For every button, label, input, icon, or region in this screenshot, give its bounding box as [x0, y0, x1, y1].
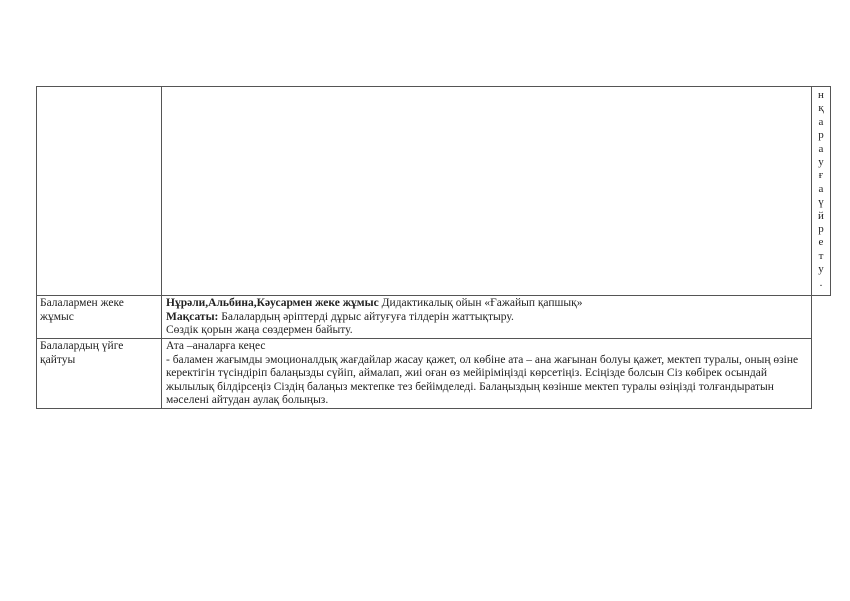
individual-work-line-1 — [166, 297, 808, 311]
table-right-border — [830, 86, 831, 296]
goal-label: Мақсаты: — [166, 310, 219, 323]
vertical-char: у — [818, 263, 824, 276]
vertical-char: қ — [818, 102, 824, 115]
vertical-char: р — [818, 129, 824, 142]
vertical-char: . — [819, 276, 823, 289]
table-bottom-border — [36, 408, 812, 409]
row-divider-2 — [36, 338, 812, 339]
going-home-content — [166, 340, 808, 408]
going-home-label: Балалардың үйге қайтуы — [40, 340, 124, 366]
vertical-char: н — [818, 89, 824, 101]
column-divider — [161, 86, 162, 409]
vertical-char: е — [818, 236, 824, 249]
vertical-char: т — [818, 249, 824, 262]
goal-text: Балалардың әріптерді дұрыс айтуғуға тілдерін жаттықтыру. — [218, 310, 514, 323]
didactic-game: Дидактикалық ойын «Ғажайып қапшық» — [378, 297, 583, 309]
table-top-border — [36, 86, 831, 87]
vertical-char: й — [818, 209, 824, 222]
vertical-char: а — [818, 182, 824, 195]
parents-advice-title: Ата –аналарға кеңес — [166, 340, 266, 352]
vertical-char: а — [818, 142, 824, 155]
vertical-char: у — [818, 156, 824, 169]
row-divider-1 — [36, 295, 831, 296]
individual-work-label: Балалармен жеке жұмыс — [40, 297, 124, 323]
child-names: Нұрәли,Альбина,Кәусармен жеке жұмыс — [166, 297, 379, 309]
vertical-text-column — [812, 89, 830, 290]
vertical-char: ғ — [818, 169, 824, 182]
table-left-border — [36, 86, 37, 409]
vertical-char: а — [818, 115, 824, 128]
parents-advice-text: - баламен жағымды эмоционалдық жағдайлар жасау қажет, ол көбіне ата – ана жағынан болуы қажет, мектеп туралы, оның өзіне керектігін түсіндіріп балаңызды сүйіп, аймалап, жиі оған өз мейіріміңізді көрсетіңіз. Есіңізде болсын Сіз көбірек осындай жылылық білдірсеңіз Сіздің балаңыз мектепке тез бейімделеді. Балаңыздың көзінше мектеп туралы өзіңізді толғандыратын мәселені айтудан аулақ болыңыз. — [166, 353, 799, 407]
vertical-char: ү — [818, 196, 824, 209]
vertical-char: р — [818, 223, 824, 236]
individual-work-content — [166, 297, 808, 338]
vocabulary-line: Сөздік қорын жаңа сөздермен байыту. — [166, 324, 353, 337]
individual-work-line-2 — [166, 311, 808, 325]
